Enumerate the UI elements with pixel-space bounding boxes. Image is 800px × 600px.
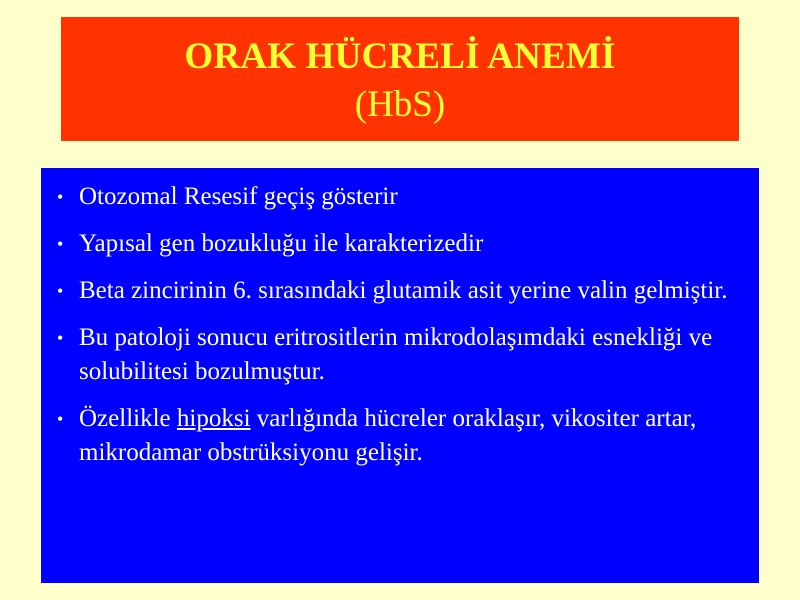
bullet-item (57, 274, 729, 308)
bullet-dot-icon: • (57, 187, 64, 207)
bullet-dot-icon: • (57, 409, 64, 429)
bullet-text: Beta zincirinin 6. sırasındaki glutamik asit yerine valin gelmiştir. (79, 277, 728, 304)
bullet-item (57, 227, 729, 261)
bullet-text: Otozomal Resesif geçiş gösterir (79, 183, 398, 210)
bullet-list (57, 180, 729, 470)
bullet-text: Yapısal gen bozukluğu ile karakterizedir (79, 230, 484, 257)
bullet-dot-icon: • (57, 234, 64, 254)
bullet-dot-icon: • (57, 281, 64, 301)
bullet-item (57, 321, 729, 389)
bullet-text-prefix: Özellikle (79, 405, 177, 432)
slide-title: ORAK HÜCRELİ ANEMİ (184, 36, 616, 77)
bullet-text: Bu patoloji sonucu eritrositlerin mikrodolaşımdaki esnekliği ve solubilitesi bozulmuştur. (79, 324, 713, 385)
slide-subtitle: (HbS) (354, 84, 446, 125)
hipoksi-link[interactable]: hipoksi (176, 405, 251, 432)
bullet-text-suffix: varlığında hücreler oraklaşır, vikositer artar, mikrodamar obstrüksiyonu gelişir. (79, 405, 697, 466)
title-box (61, 17, 739, 141)
bullet-dot-icon: • (57, 328, 64, 348)
bullet-item (57, 402, 729, 470)
content-box (41, 168, 759, 583)
bullet-item (57, 180, 729, 214)
